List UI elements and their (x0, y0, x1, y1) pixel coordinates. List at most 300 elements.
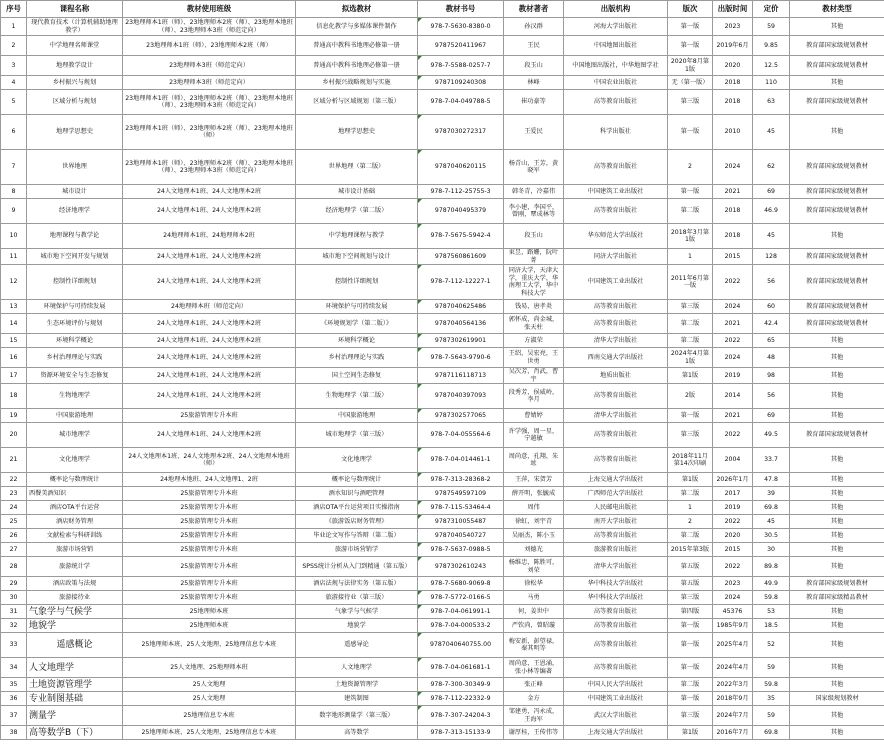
author-cell: 同济大学，天津大学，重庆大学，华南理工大学，华中科技大学 (504, 265, 564, 300)
edition-cell: 第二版 (668, 199, 713, 224)
isbn-cell: 978-7-313-28368-2 (418, 473, 504, 487)
date-cell: 2024 (713, 300, 753, 314)
textbook-cell: 普通高中教科书地理必修第一册 (296, 56, 418, 76)
classes-cell: 24人文地理本1班、24人文地理本2班 (123, 314, 296, 334)
publisher-cell: 同济大学出版社 (564, 249, 668, 265)
date-cell: 2018 (713, 199, 753, 224)
edition-cell: 第一版 (668, 36, 713, 56)
table-row (1, 619, 884, 633)
course-cell: 气象学与气候学 (27, 605, 123, 619)
classes-cell: 25地理师本班 (123, 619, 296, 633)
author-cell: 吴次芳，肖武，曹宇 (504, 368, 564, 384)
course-cell: 酒店OTA平台运营 (27, 501, 123, 515)
seq-cell: 18 (1, 384, 27, 409)
textbook-cell: 生物地理学（第二版） (296, 384, 418, 409)
table-row (1, 678, 884, 692)
classes-cell: 24地理师本班（师范定向） (123, 300, 296, 314)
edition-cell: 2 (668, 515, 713, 529)
seq-cell: 17 (1, 368, 27, 384)
edition-cell: 第1版 (668, 726, 713, 740)
isbn-cell: 9787560861609 (418, 249, 504, 265)
classes-cell: 24人文地理本1班、24人文地理本2班 (123, 334, 296, 348)
textbook-cell: 信息化教学与多媒体课件制作 (296, 18, 418, 36)
date-cell: 2015 (713, 249, 753, 265)
publisher-cell: 中国建筑工业出版社 (564, 265, 668, 300)
seq-cell: 15 (1, 334, 27, 348)
table-row (1, 605, 884, 619)
edition-cell: 2011年6月第一版 (668, 265, 713, 300)
date-cell: 2020 (713, 56, 753, 76)
textbook-cell: 《旅游饭店财务管理》 (296, 515, 418, 529)
edition-cell: 第一版 (668, 18, 713, 36)
price-cell: 56 (753, 265, 790, 300)
price-cell: 89.8 (753, 557, 790, 577)
author-cell: 束昱，路姗，阮叶菁 (504, 249, 564, 265)
textbook-cell: 中国旅游地理 (296, 409, 418, 423)
course-cell: 高等数学B（下） (27, 726, 123, 740)
seq-cell: 28 (1, 557, 27, 577)
author-cell: 刘德光 (504, 543, 564, 557)
author-cell: 张正峰 (504, 678, 564, 692)
date-cell: 2022 (713, 557, 753, 577)
edition-cell: 第二版 (668, 487, 713, 501)
publisher-cell: 中国地图出版社 (564, 36, 668, 56)
date-cell: 2024 (713, 591, 753, 605)
course-cell: 城市设计 (27, 185, 123, 199)
seq-cell: 19 (1, 409, 27, 423)
publisher-cell: 科学出版社 (564, 115, 668, 150)
type-cell: 教育部国家级规划教材 (790, 314, 884, 334)
textbook-cell: 酒水知识与酒吧管理 (296, 487, 418, 501)
classes-cell: 25旅游管理专升本班 (123, 557, 296, 577)
seq-cell: 36 (1, 692, 27, 706)
isbn-cell: 978-7-112-22332-9 (418, 692, 504, 706)
seq-cell: 30 (1, 591, 27, 605)
publisher-cell: 地质出版社 (564, 368, 668, 384)
textbook-cell: 地理学思想史 (296, 115, 418, 150)
textbook-cell: 普通高中教科书地理必修第一册 (296, 36, 418, 56)
header-publisher: 出版机构 (564, 1, 668, 18)
type-cell: 其他 (790, 529, 884, 543)
table-row (1, 76, 884, 90)
isbn-cell: 9787040397093 (418, 384, 504, 409)
classes-cell: 25地理师本班、25人文地理、25地理信息专本班 (123, 633, 296, 658)
isbn-cell: 9787030272317 (418, 115, 504, 150)
classes-cell: 25旅游管理专升本班 (123, 501, 296, 515)
author-cell: 曹婧婷 (504, 409, 564, 423)
classes-cell: 24人文地理本1班、24人文地理本2班 (123, 249, 296, 265)
course-cell: 地理教学设计 (27, 56, 123, 76)
edition-cell: 2 (668, 150, 713, 185)
course-cell: 人文地理学 (27, 658, 123, 678)
type-cell: 其他 (790, 18, 884, 36)
table-row (1, 249, 884, 265)
seq-cell: 6 (1, 115, 27, 150)
edition-cell: 第二版 (668, 678, 713, 692)
classes-cell: 23地理师本3班（师范定向） (123, 56, 296, 76)
price-cell: 45 (753, 224, 790, 249)
header-price: 定价 (753, 1, 790, 18)
date-cell: 2018 (713, 224, 753, 249)
author-cell: 方淑荣 (504, 334, 564, 348)
date-cell: 2023 (713, 577, 753, 591)
author-cell: 徐虹，刘宇青 (504, 515, 564, 529)
classes-cell: 24人文地理本1班、24人文地理本2班 (123, 185, 296, 199)
header-classes: 教材使用班级 (123, 1, 296, 18)
textbook-cell: 气象学与气候学 (296, 605, 418, 619)
textbook-cell: 经济地理学（第二版） (296, 199, 418, 224)
classes-cell: 25旅游管理专升本班 (123, 577, 296, 591)
type-cell: 教育部国家级规划教材 (790, 56, 884, 76)
price-cell: 48 (753, 348, 790, 368)
classes-cell: 25人文地理 (123, 678, 296, 692)
price-cell: 56 (753, 384, 790, 409)
isbn-cell: 978-7-04-014461-1 (418, 448, 504, 473)
classes-cell: 24人文地理本1班、24人文地理本2班 (123, 199, 296, 224)
table-row (1, 633, 884, 658)
type-cell: 教育部国家级规划教材 (790, 423, 884, 448)
date-cell: 2015 (713, 543, 753, 557)
seq-cell: 12 (1, 265, 27, 300)
table-row (1, 501, 884, 515)
type-cell: 教育部国家级规划教材 (790, 199, 884, 224)
table-row (1, 515, 884, 529)
seq-cell: 24 (1, 501, 27, 515)
seq-cell: 22 (1, 473, 27, 487)
publisher-cell: 武汉大学出版社 (564, 706, 668, 726)
course-cell: 乡村治理理论与实践 (27, 348, 123, 368)
seq-cell: 13 (1, 300, 27, 314)
publisher-cell: 高等教育出版社 (564, 529, 668, 543)
header-course: 课程名称 (27, 1, 123, 18)
isbn-cell: 978-7-112-25755-3 (418, 185, 504, 199)
seq-cell: 33 (1, 633, 27, 658)
edition-cell: 第一版 (668, 619, 713, 633)
classes-cell: 24人文地理本1班、24人文地理本2班 (123, 265, 296, 300)
edition-cell: 第三版 (668, 90, 713, 115)
type-cell: 其他 (790, 448, 884, 473)
textbook-cell: 区域分析与区域规划（第三版） (296, 90, 418, 115)
publisher-cell: 中国农业出版社 (564, 76, 668, 90)
textbook-cell: SPSS统计分析从入门到精通（第五版） (296, 557, 418, 577)
course-cell: 酒店财务管理 (27, 515, 123, 529)
table-row (1, 185, 884, 199)
isbn-cell: 978-7-5637-0988-5 (418, 543, 504, 557)
price-cell: 59.8 (753, 678, 790, 692)
table-row (1, 591, 884, 605)
classes-cell: 25人文地理、25地理师本班 (123, 658, 296, 678)
price-cell: 69.8 (753, 501, 790, 515)
edition-cell: 2015年第3版 (668, 543, 713, 557)
author-cell: 杨维忠，陈胜可，刘荣 (504, 557, 564, 577)
isbn-cell: 978-7-307-24204-3 (418, 706, 504, 726)
classes-cell: 25地理师本班 (123, 605, 296, 619)
type-cell: 其他 (790, 334, 884, 348)
price-cell: 59 (753, 658, 790, 678)
isbn-cell: 978-7-5643-9790-6 (418, 348, 504, 368)
edition-cell: 第四版 (668, 605, 713, 619)
isbn-cell: 9787040620115 (418, 150, 504, 185)
classes-cell: 25地理师本班、25人文地理、25地理信息专本班 (123, 726, 296, 740)
type-cell: 教育部国家级规划教材 (790, 150, 884, 185)
price-cell: 12.5 (753, 56, 790, 76)
seq-cell: 29 (1, 577, 27, 591)
edition-cell: 2024年4月第1版 (668, 348, 713, 368)
publisher-cell: 南开大学出版社 (564, 515, 668, 529)
seq-cell: 32 (1, 619, 27, 633)
seq-cell: 25 (1, 515, 27, 529)
author-cell: 段玉山 (504, 224, 564, 249)
date-cell: 2014 (713, 384, 753, 409)
date-cell: 2024年7月 (713, 706, 753, 726)
edition-cell: 第一版 (668, 409, 713, 423)
textbook-cell: 数字地形测量学（第三版） (296, 706, 418, 726)
date-cell: 2019年6月 (713, 36, 753, 56)
type-cell: 教育部国家级规划教材 (790, 249, 884, 265)
date-cell: 2022 (713, 515, 753, 529)
table-row (1, 224, 884, 249)
table-row (1, 36, 884, 56)
table-row (1, 543, 884, 557)
publisher-cell: 高等教育出版社 (564, 199, 668, 224)
textbook-cell: 城市地下空间规划与设计 (296, 249, 418, 265)
textbook-cell: 环境保护与可持续发展 (296, 300, 418, 314)
seq-cell: 1 (1, 18, 27, 36)
seq-cell: 8 (1, 185, 27, 199)
classes-cell: 23地理师本1班（师）、23地理师本2班（师）、23地理本地班（师）、23地理师本3班（师范定向） (123, 90, 296, 115)
course-cell: 西餐美酒知识 (27, 487, 123, 501)
author-cell: 王萍，宋贺芳 (504, 473, 564, 487)
classes-cell: 25旅游管理专升本班 (123, 591, 296, 605)
seq-cell: 11 (1, 249, 27, 265)
price-cell: 49.5 (753, 423, 790, 448)
edition-cell: 第1版 (668, 473, 713, 487)
table-row (1, 384, 884, 409)
publisher-cell: 高等教育出版社 (564, 90, 668, 115)
author-cell: 梅安新，彭望禄，秦其明等 (504, 633, 564, 658)
classes-cell: 24地理师本1班、24地理师本2班 (123, 224, 296, 249)
publisher-cell: 高等教育出版社 (564, 384, 668, 409)
date-cell: 2018年9月 (713, 692, 753, 706)
seq-cell: 37 (1, 706, 27, 726)
price-cell: 59 (753, 706, 790, 726)
type-cell: 其他 (790, 726, 884, 740)
course-cell: 世界地理 (27, 150, 123, 185)
isbn-cell: 978-7-04-061681-1 (418, 658, 504, 678)
table-row (1, 577, 884, 591)
author-cell: 周尚意，王恩涌，张小林等编著 (504, 658, 564, 678)
table-row (1, 300, 884, 314)
classes-cell: 24人文地理本1班、24人文地理本2班 (123, 368, 296, 384)
classes-cell: 24人文地理本1班、24人文地理本2班 (123, 348, 296, 368)
header-row (1, 1, 884, 18)
textbook-cell: 环境科学概论 (296, 334, 418, 348)
course-cell: 文化地理学 (27, 448, 123, 473)
textbook-cell: 旅游市场营销学 (296, 543, 418, 557)
isbn-cell: 9787040540727 (418, 529, 504, 543)
price-cell: 53 (753, 605, 790, 619)
type-cell: 其他 (790, 619, 884, 633)
date-cell: 2022 (713, 265, 753, 300)
table-row (1, 423, 884, 448)
type-cell: 其他 (790, 706, 884, 726)
edition-cell: 无（第一版） (668, 76, 713, 90)
textbook-cell: 旅游接待业（第三版） (296, 591, 418, 605)
course-cell: 旅游市场营销 (27, 543, 123, 557)
edition-cell: 2018年11月第14次印刷 (668, 448, 713, 473)
seq-cell: 31 (1, 605, 27, 619)
course-cell: 遥感概论 (27, 633, 123, 658)
table-row (1, 56, 884, 76)
date-cell: 45376 (713, 605, 753, 619)
textbook-cell: 地貌学 (296, 619, 418, 633)
edition-cell: 第三版 (668, 706, 713, 726)
publisher-cell: 高等教育出版社 (564, 314, 668, 334)
type-cell: 其他 (790, 543, 884, 557)
edition-cell: 1 (668, 501, 713, 515)
author-cell: 林峰 (504, 76, 564, 90)
seq-cell: 34 (1, 658, 27, 678)
classes-cell: 23地理师本1班（师）、23地理师本2班（师）、23地理本地班（师） (123, 115, 296, 150)
date-cell: 2026年1月 (713, 473, 753, 487)
price-cell: 69.8 (753, 726, 790, 740)
date-cell: 2021 (713, 185, 753, 199)
seq-cell: 3 (1, 56, 27, 76)
type-cell: 其他 (790, 633, 884, 658)
isbn-cell: 9787116118713 (418, 368, 504, 384)
seq-cell: 21 (1, 448, 27, 473)
author-cell: 许学强，周一星，宁越敏 (504, 423, 564, 448)
publisher-cell: 中国建筑工业出版社 (564, 692, 668, 706)
table-row (1, 348, 884, 368)
type-cell: 其他 (790, 487, 884, 501)
table-row (1, 487, 884, 501)
classes-cell: 24人文地理本1班、24人文地理本2班 (123, 423, 296, 448)
course-cell: 控制性详细规划 (27, 265, 123, 300)
isbn-cell: 9787040640755.00 (418, 633, 504, 658)
type-cell: 国家级规划教材 (790, 692, 884, 706)
date-cell: 2025年4月 (713, 633, 753, 658)
seq-cell: 10 (1, 224, 27, 249)
author-cell: 王绍，吴宏亮，王世勇 (504, 348, 564, 368)
header-type: 教材类型 (790, 1, 884, 18)
course-cell: 土地资源管理学 (27, 678, 123, 692)
textbook-cell: 概率论与数理统计 (296, 473, 418, 487)
table-row (1, 150, 884, 185)
table-row (1, 115, 884, 150)
course-cell: 城市地理学 (27, 423, 123, 448)
price-cell: 39 (753, 487, 790, 501)
publisher-cell: 清华大学出版社 (564, 334, 668, 348)
textbook-cell: 世界地理（第二版） (296, 150, 418, 185)
author-cell: 崔功豪等 (504, 90, 564, 115)
textbook-cell: 城市设计基础 (296, 185, 418, 199)
header-edition: 版次 (668, 1, 713, 18)
type-cell: 其他 (790, 348, 884, 368)
price-cell: 18.5 (753, 619, 790, 633)
classes-cell: 25旅游管理专升本班 (123, 487, 296, 501)
header-date: 出版时间 (713, 1, 753, 18)
price-cell: 69 (753, 185, 790, 199)
price-cell: 59.8 (753, 591, 790, 605)
publisher-cell: 广西师范大学出版社 (564, 487, 668, 501)
date-cell: 2018 (713, 90, 753, 115)
publisher-cell: 华东师范大学出版社 (564, 224, 668, 249)
price-cell: 60 (753, 300, 790, 314)
date-cell: 2004 (713, 448, 753, 473)
publisher-cell: 高等教育出版社 (564, 619, 668, 633)
date-cell: 2017 (713, 487, 753, 501)
author-cell: 金方 (504, 692, 564, 706)
classes-cell: 23地理师本1班（师）、23地理师本2班（师）、23地理本地班（师）、23地理师本3班（师范定向） (123, 18, 296, 36)
isbn-cell: 9787302619901 (418, 334, 504, 348)
author-cell: 何，姜世中 (504, 605, 564, 619)
author-cell: 周伟 (504, 501, 564, 515)
author-cell: 严钦尚，曾昭璇 (504, 619, 564, 633)
course-cell: 生态环境评价与规划 (27, 314, 123, 334)
course-cell: 地理课程与教学论 (27, 224, 123, 249)
price-cell: 46.9 (753, 199, 790, 224)
price-cell: 128 (753, 249, 790, 265)
edition-cell: 第一版 (668, 185, 713, 199)
isbn-cell: 978-7-04-049788-5 (418, 90, 504, 115)
table-row (1, 726, 884, 740)
publisher-cell: 上海交通大学出版社 (564, 473, 668, 487)
seq-cell: 16 (1, 348, 27, 368)
date-cell: 2021 (713, 314, 753, 334)
publisher-cell: 人民邮电出版社 (564, 501, 668, 515)
isbn-cell: 978-7-04-061991-1 (418, 605, 504, 619)
classes-cell: 25旅游管理专升本班 (123, 529, 296, 543)
isbn-cell: 978-7-5772-0166-5 (418, 591, 504, 605)
isbn-cell: 9787040564136 (418, 314, 504, 334)
edition-cell: 第三版 (668, 423, 713, 448)
type-cell: 教育部国家级规划教材 (790, 300, 884, 314)
isbn-cell: 9787302610243 (418, 557, 504, 577)
isbn-cell: 978-7-115-53464-4 (418, 501, 504, 515)
price-cell: 42.4 (753, 314, 790, 334)
publisher-cell: 华中科技大学出版社 (564, 577, 668, 591)
price-cell: 45 (753, 515, 790, 529)
table-row (1, 314, 884, 334)
seq-cell: 20 (1, 423, 27, 448)
price-cell: 98 (753, 368, 790, 384)
author-cell: 李小建，李国平，曾刚，覃成林等 (504, 199, 564, 224)
edition-cell: 第二版 (668, 529, 713, 543)
type-cell: 其他 (790, 384, 884, 409)
isbn-cell: 9787302577065 (418, 409, 504, 423)
publisher-cell: 清华大学出版社 (564, 557, 668, 577)
textbook-cell: 人文地理学 (296, 658, 418, 678)
textbook-cell: 控制性详细规划 (296, 265, 418, 300)
textbook-cell: 《环境规划学（第二版）》 (296, 314, 418, 334)
classes-cell: 25旅游管理专升本班 (123, 409, 296, 423)
author-cell: 周尚意，孔翔，朱竑 (504, 448, 564, 473)
edition-cell: 第二版 (668, 314, 713, 334)
price-cell: 110 (753, 76, 790, 90)
publisher-cell: 中国地图出版社，中华地图学社 (564, 56, 668, 76)
author-cell: 韩冬青，冷嘉伟 (504, 185, 564, 199)
course-cell: 资源环境安全与生态修复 (27, 368, 123, 384)
table-row (1, 409, 884, 423)
course-cell: 城市地下空间开发与规划 (27, 249, 123, 265)
table-body (1, 18, 884, 740)
author-cell: 王爱民 (504, 115, 564, 150)
isbn-cell: 978-7-313-15133-9 (418, 726, 504, 740)
type-cell: 其他 (790, 76, 884, 90)
textbook-cell: 国土空间生态修复 (296, 368, 418, 384)
author-cell: 孙汉群 (504, 18, 564, 36)
